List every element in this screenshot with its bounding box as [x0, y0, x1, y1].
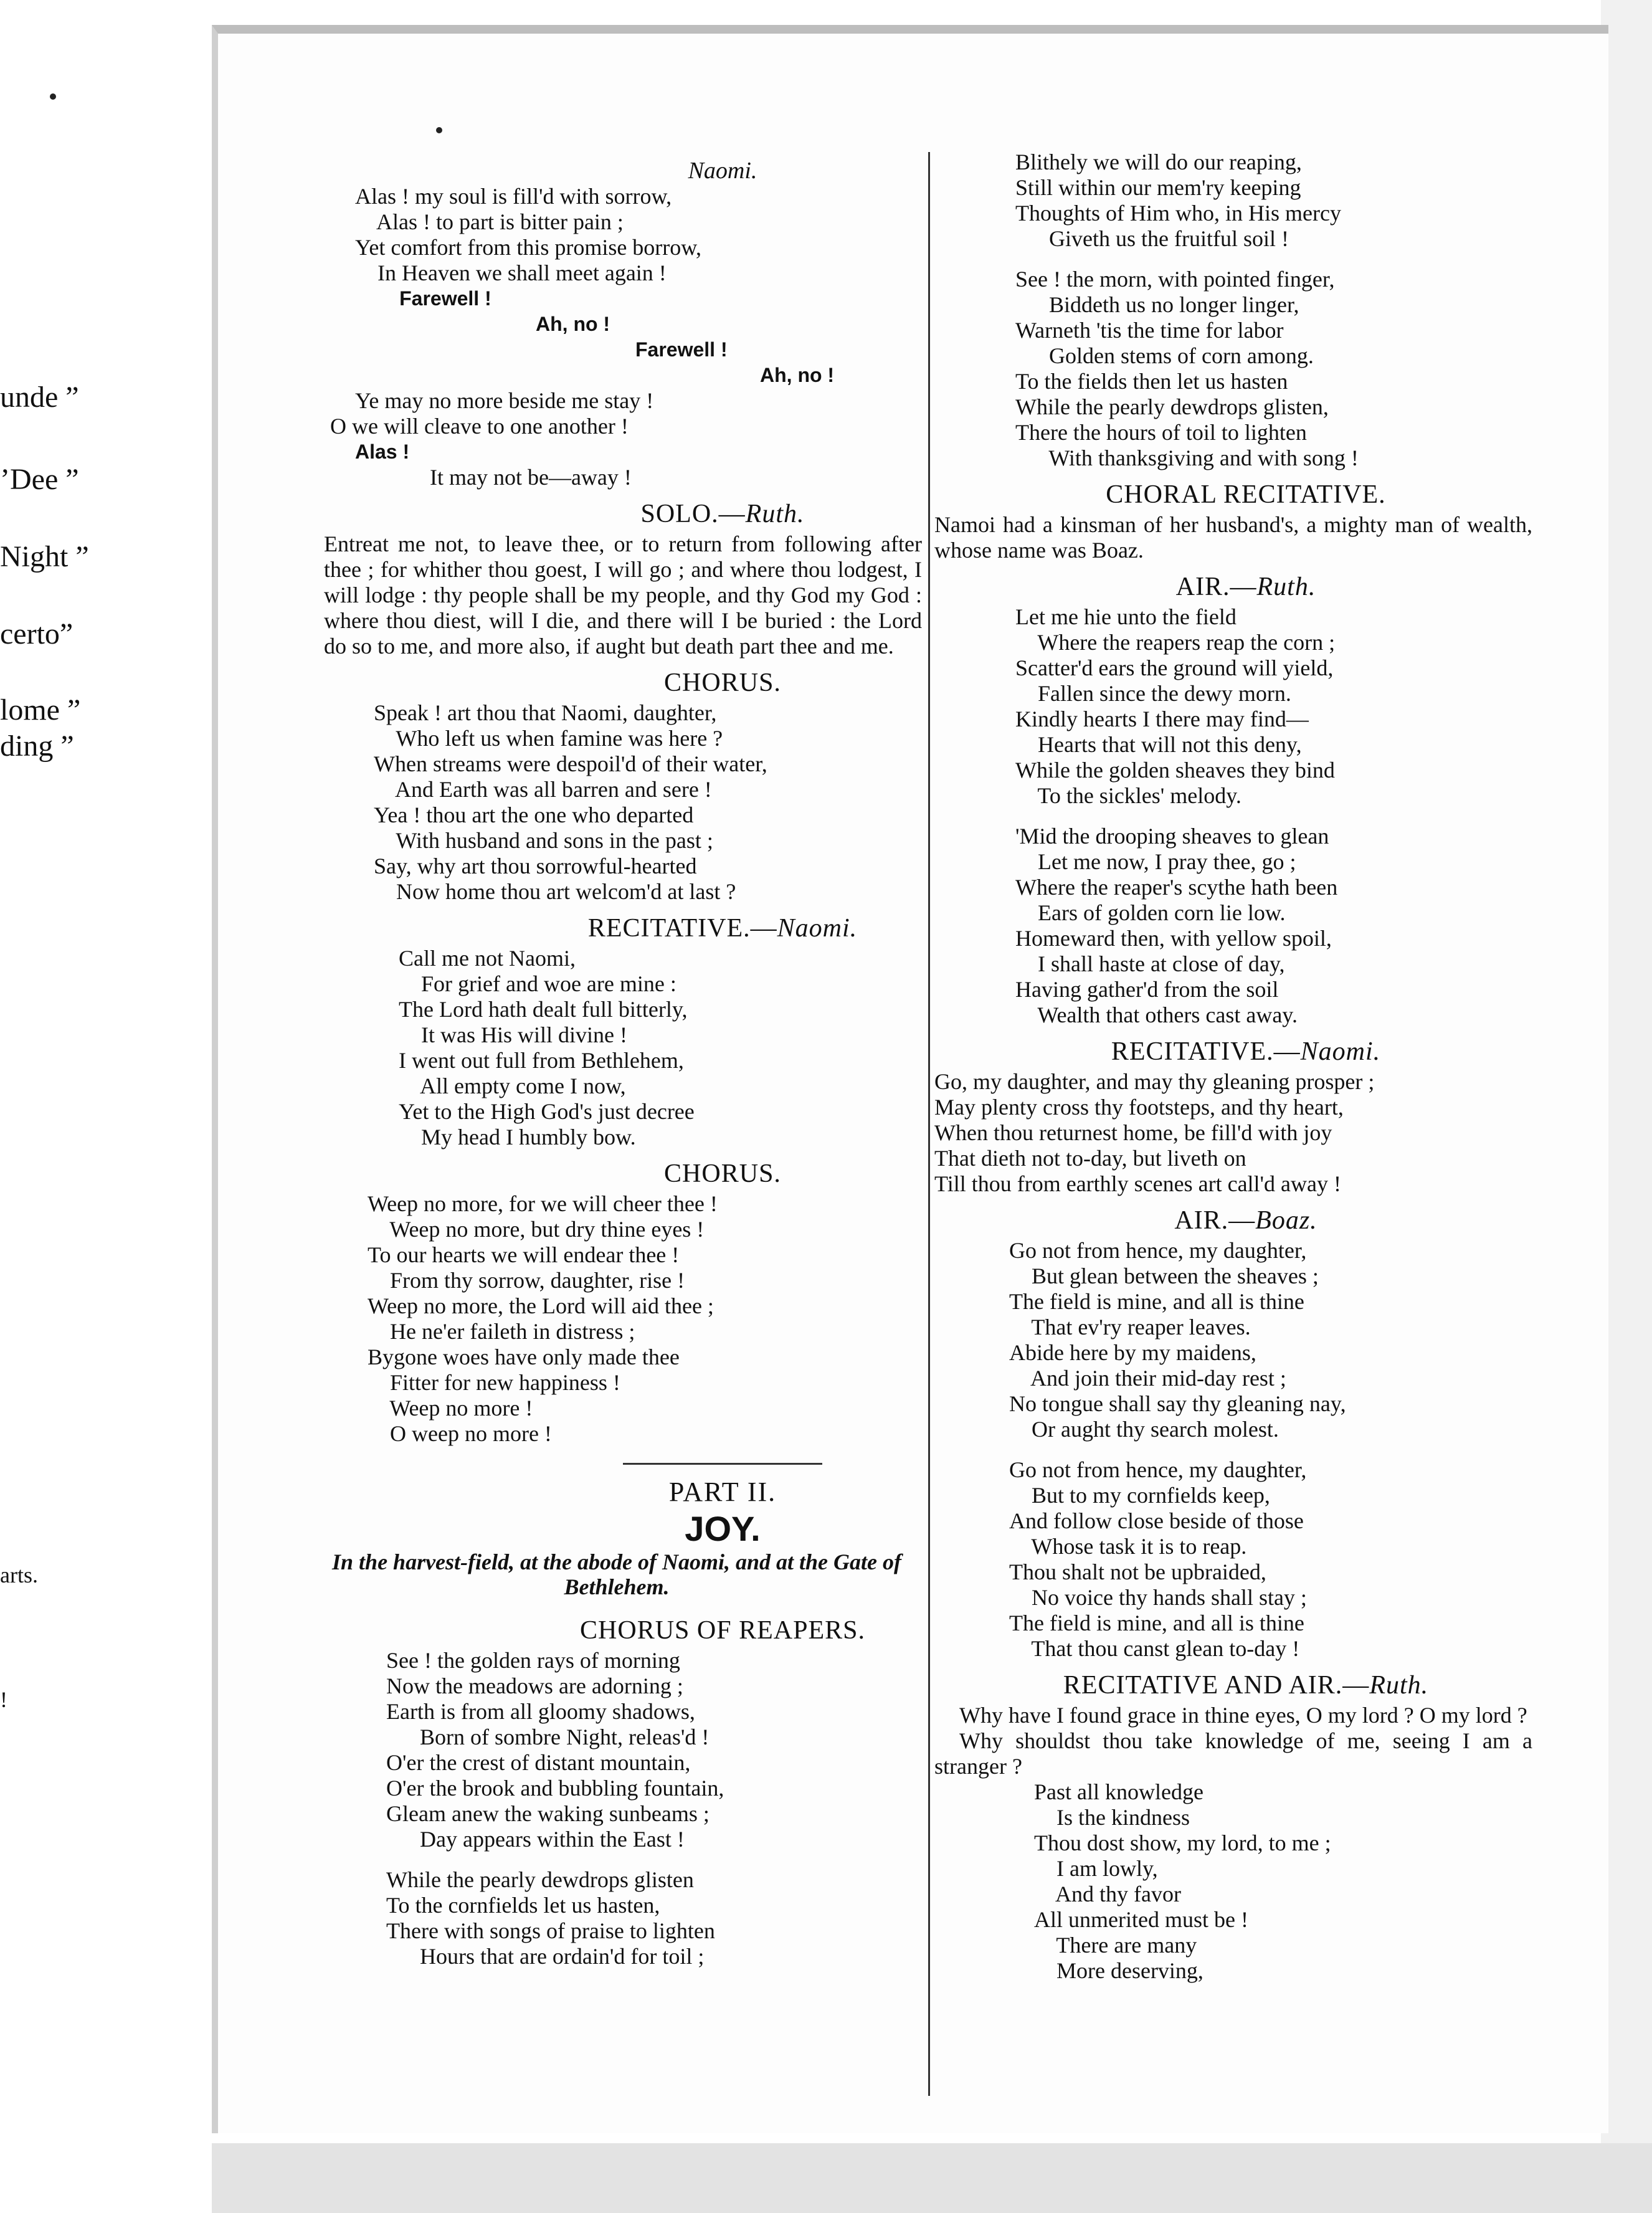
verse-line: Thou dost show, my lord, to me ;	[1034, 1830, 1331, 1855]
verse-line: Let me hie unto the field	[1015, 604, 1237, 629]
part-subtitle: JOY.	[685, 1509, 761, 1548]
libretto-page	[212, 25, 1608, 2133]
verse-line: There are many	[1034, 1933, 1197, 1958]
chorus-heading: CHORUS.	[664, 1159, 781, 1188]
verse-line: My head I humbly bow.	[399, 1125, 636, 1149]
recitative-heading: RECITATIVE.—Naomi.	[1111, 1037, 1381, 1066]
verse-line: Hearts that will not this deny,	[1015, 732, 1302, 757]
verse-line: All empty come I now,	[399, 1073, 626, 1098]
verse-line: O we will cleave to one another !	[330, 414, 629, 439]
verse-line: Born of sombre Night, releas'd !	[386, 1725, 710, 1749]
verse-line: When thou returnest home, be fill'd with joy	[934, 1120, 1332, 1145]
verse-line: Earth is from all gloomy shadows,	[386, 1699, 695, 1724]
verse-line: I went out full from Bethlehem,	[399, 1048, 684, 1073]
verse-line: Yet comfort from this promise borrow,	[355, 235, 701, 260]
verse-line: Go not from hence, my daughter,	[1009, 1457, 1307, 1482]
verse-line: Day appears within the East !	[386, 1827, 685, 1852]
verse-line: Alas ! my soul is fill'd with sorrow,	[355, 184, 672, 209]
verse-line: The Lord hath dealt full bitterly,	[399, 997, 688, 1022]
margin-fragment-5: lome ”	[0, 693, 81, 726]
verse-line: Warneth 'tis the time for labor	[1015, 318, 1284, 343]
verse-line: No voice thy hands shall stay ;	[1009, 1585, 1307, 1610]
verse-line: Kindly hearts I there may find—	[1015, 707, 1309, 731]
section-rule	[623, 1463, 822, 1465]
adjacent-page-strip	[0, 0, 212, 2213]
verse-line: To the sickles' melody.	[1015, 783, 1241, 808]
verse-line: That dieth not to-day, but liveth on	[934, 1146, 1246, 1171]
speck	[436, 127, 442, 133]
verse-line: Still within our mem'ry keeping	[1015, 175, 1301, 200]
air-heading: AIR.—Ruth.	[1175, 573, 1316, 601]
verse-line: Weep no more !	[368, 1396, 533, 1421]
verse-line: With husband and sons in the past ;	[374, 828, 713, 853]
verse-line: Ah, no !	[760, 364, 835, 386]
verse-line: Go not from hence, my daughter,	[1009, 1238, 1307, 1263]
verse-line: And join their mid-day rest ;	[1009, 1366, 1286, 1391]
verse-line: To our hearts we will endear thee !	[368, 1242, 680, 1267]
margin-fragment-1: unde ”	[0, 381, 79, 414]
verse-line: And Earth was all barren and sere !	[374, 777, 712, 802]
verse-line: O weep no more !	[368, 1421, 552, 1446]
verse-line: In Heaven we shall meet again !	[355, 260, 667, 285]
verse-line: Scatter'd ears the ground will yield,	[1015, 655, 1334, 680]
verse-line: And follow close beside of those	[1009, 1508, 1304, 1533]
recitative-and-air-heading: RECITATIVE AND AIR.—Ruth.	[1063, 1671, 1429, 1700]
verse-line: Weep no more, but dry thine eyes !	[368, 1217, 705, 1242]
recitative-heading: RECITATIVE.—Naomi.	[587, 914, 858, 943]
solo-heading: SOLO.—Ruth.	[640, 500, 805, 528]
verse-line: Where the reapers reap the corn ;	[1015, 630, 1336, 655]
reapers-verse-continued	[934, 150, 1557, 471]
verse-line: Is the kindness	[1034, 1805, 1190, 1830]
verse-line: Weep no more, for we will cheer thee !	[368, 1191, 718, 1216]
verse-line: Go, my daughter, and may thy gleaning prosper ;	[934, 1069, 1375, 1094]
margin-fragment-4: certo”	[0, 617, 74, 650]
verse-line: Farewell !	[635, 338, 728, 361]
verse-line: Farewell !	[355, 287, 491, 310]
choral-recitative-text: Namoi had a kinsman of her husband's, a mighty man of wealth, whose name was Boaz.	[934, 512, 1532, 563]
verse-line: 'Mid the drooping sheaves to glean	[1015, 824, 1329, 849]
verse-line: There the hours of toil to lighten	[1015, 420, 1307, 445]
verse-line: But glean between the sheaves ;	[1009, 1264, 1319, 1288]
verse-line: Past all knowledge	[1034, 1779, 1203, 1804]
verse-line: Blithely we will do our reaping,	[1015, 150, 1302, 174]
verse-line: Ah, no !	[536, 313, 610, 335]
margin-fragment-2: ’Dee ”	[0, 463, 79, 496]
verse-line: Call me not Naomi,	[399, 946, 576, 971]
verse-line: When streams were despoil'd of their water,	[374, 751, 767, 776]
scan-edge-bottom	[212, 2143, 1652, 2213]
verse-line: O'er the brook and bubbling fountain,	[386, 1776, 724, 1801]
verse-line: Let me now, I pray thee, go ;	[1015, 849, 1296, 874]
recitative-verse	[934, 1069, 1557, 1197]
verse-line: Where the reaper's scythe hath been	[1015, 875, 1338, 900]
verse-line: The field is mine, and all is thine	[1009, 1289, 1304, 1314]
verse-line: The field is mine, and all is thine	[1009, 1611, 1304, 1635]
verse-line: No tongue shall say thy gleaning nay,	[1009, 1391, 1346, 1416]
verse-line: Gleam anew the waking sunbeams ;	[386, 1801, 710, 1826]
verse-line: O'er the crest of distant mountain,	[386, 1750, 691, 1775]
right-column	[934, 150, 1557, 1984]
chorus-heading: CHORUS.	[664, 669, 781, 697]
speck	[50, 93, 56, 100]
verse-line: Alas !	[355, 440, 410, 463]
verse-line: Thou shalt not be upbraided,	[1009, 1559, 1266, 1584]
verse-line: Yea ! thou art the one who departed	[374, 802, 694, 827]
verse-line: From thy sorrow, daughter, rise !	[368, 1268, 685, 1293]
verse-line: I am lowly,	[1034, 1856, 1158, 1881]
verse-line: While the pearly dewdrops glisten,	[1015, 394, 1329, 419]
margin-fragment-6: ding ”	[0, 730, 74, 763]
verse-line: Now home thou art welcom'd at last ?	[374, 879, 736, 904]
verse-line: It was His will divine !	[399, 1022, 627, 1047]
naomi-heading: Naomi.	[688, 158, 757, 184]
verse-line: See ! the golden rays of morning	[386, 1648, 680, 1673]
verse-line: That ev'ry reaper leaves.	[1009, 1315, 1251, 1340]
solo-text: Entreat me not, to leave thee, or to return from following after thee ; for whither thou goest, I will go ; and where thou lodgest, I will lodge : thy people shall be my people, and thy God my God : where thou diest, will I die, and there will I be buried : the Lord do so to me, and more also, if aught but death part thee and me.	[324, 531, 922, 659]
verse-line: There with songs of praise to lighten	[386, 1918, 715, 1943]
recitative-text: Why have I found grace in thine eyes, O my lord ? O my lord ?	[959, 1703, 1527, 1728]
verse-line: While the pearly dewdrops glisten	[386, 1867, 694, 1892]
scan-edge-right	[1601, 0, 1652, 2213]
verse-line: Giveth us the fruitful soil !	[1015, 226, 1289, 251]
verse-line: Till thou from earthly scenes art call'd away !	[934, 1171, 1341, 1196]
verse-line: Thoughts of Him who, in His mercy	[1015, 201, 1341, 226]
margin-fragment-8: !	[0, 1687, 7, 1712]
verse-line: It may not be—away !	[430, 465, 632, 490]
verse-line: More deserving,	[1034, 1958, 1203, 1983]
verse-line: Biddeth us no longer linger,	[1015, 292, 1299, 317]
recitative-text: Why shouldst thou take knowledge of me, seeing I am a stranger ?	[934, 1728, 1532, 1779]
verse-line: Ye may no more beside me stay !	[355, 388, 654, 413]
setting-note: In the harvest-field, at the abode of Naomi, and at the Gate of Bethlehem.	[332, 1549, 901, 1599]
verse-line: Hours that are ordain'd for toil ;	[386, 1944, 705, 1969]
verse-line: But to my cornfields keep,	[1009, 1483, 1270, 1508]
verse-line: He ne'er faileth in distress ;	[368, 1319, 635, 1344]
verse-line: Say, why art thou sorrowful-hearted	[374, 854, 697, 878]
verse-line: Homeward then, with yellow spoil,	[1015, 926, 1332, 951]
verse-line: Now the meadows are adorning ;	[386, 1673, 683, 1698]
verse-line: To the fields then let us hasten	[1015, 369, 1288, 394]
part-title: PART II.	[668, 1477, 777, 1507]
verse-line: Golden stems of corn among.	[1015, 343, 1314, 368]
verse-line: May plenty cross thy footsteps, and thy heart,	[934, 1095, 1344, 1120]
verse-line: Fitter for new happiness !	[368, 1370, 620, 1395]
verse-line: See ! the morn, with pointed finger,	[1015, 267, 1335, 292]
verse-line: I shall haste at close of day,	[1015, 951, 1285, 976]
margin-fragment-3: Night ”	[0, 540, 89, 573]
verse-line: And thy favor	[1034, 1882, 1181, 1906]
verse-line: With thanksgiving and with song !	[1015, 445, 1359, 470]
verse-line: Weep no more, the Lord will aid thee ;	[368, 1293, 714, 1318]
air-verse	[934, 604, 1557, 1028]
verse-line: For grief and woe are mine :	[399, 971, 676, 996]
verse-line: All unmerited must be !	[1034, 1907, 1248, 1932]
air-heading: AIR.—Boaz.	[1174, 1206, 1317, 1235]
verse-line: Whose task it is to reap.	[1009, 1534, 1247, 1559]
air-verse	[934, 1238, 1557, 1662]
verse-line: Yet to the High God's just decree	[399, 1099, 695, 1124]
verse-line: Wealth that others cast away.	[1015, 1002, 1298, 1027]
verse-line: That thou canst glean to-day !	[1009, 1636, 1300, 1661]
verse-line: Speak ! art thou that Naomi, daughter,	[374, 700, 717, 725]
verse-line: Abide here by my maidens,	[1009, 1340, 1256, 1365]
verse-line: To the cornfields let us hasten,	[386, 1893, 660, 1918]
verse-line: Alas ! to part is bitter pain ;	[355, 209, 624, 234]
margin-fragment-7: arts.	[0, 1563, 38, 1587]
verse-line: Bygone woes have only made thee	[368, 1344, 680, 1369]
verse-line: Fallen since the dewy morn.	[1015, 681, 1291, 706]
verse-line: While the golden sheaves they bind	[1015, 758, 1335, 783]
verse-line: Ears of golden corn lie low.	[1015, 900, 1286, 925]
air-verse	[934, 1779, 1557, 1984]
verse-line: Having gather'd from the soil	[1015, 977, 1279, 1002]
choral-recitative-heading: CHORAL RECITATIVE.	[1106, 480, 1386, 509]
reapers-heading: CHORUS OF REAPERS.	[580, 1616, 865, 1645]
verse-line: Or aught thy search molest.	[1009, 1417, 1279, 1442]
verse-line: Who left us when famine was here ?	[374, 726, 723, 751]
